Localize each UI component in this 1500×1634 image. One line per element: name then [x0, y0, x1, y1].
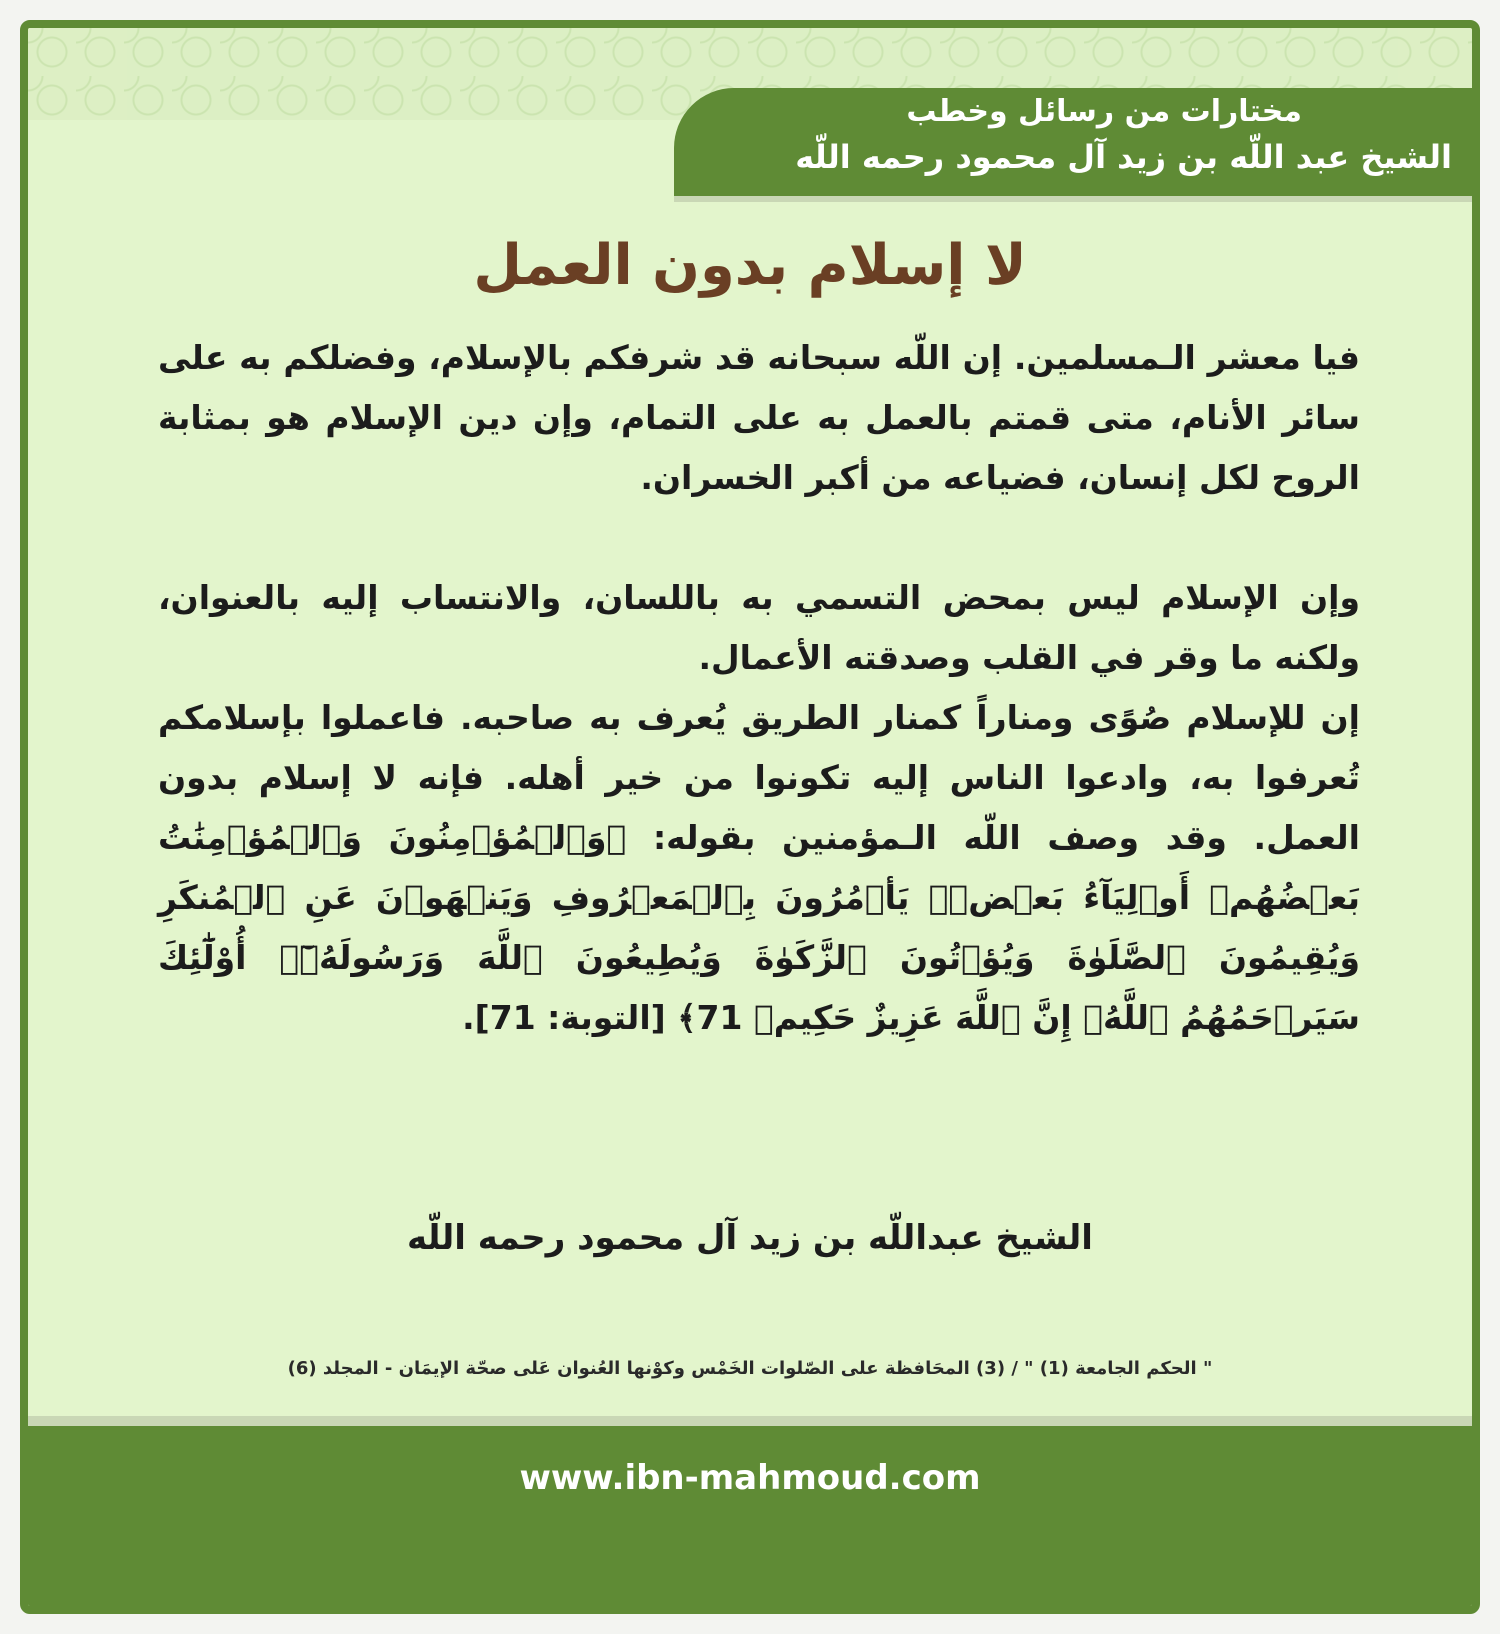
- paragraph-2: وإن الإسلام ليس بمحض التسمي به باللسان، والانتساب إليه بالعنوان، ولكنه ما وقر في القلب وصدقته الأعمال.: [158, 578, 1360, 677]
- signature: الشيخ عبداللّه بن زيد آل محمود رحمه اللّه: [407, 1218, 1093, 1258]
- article-card: [20, 20, 1480, 1614]
- footer-bar: [28, 1426, 1472, 1606]
- header-shadow: [674, 196, 1472, 202]
- article-body: [158, 328, 1360, 1048]
- author-name-header: الشيخ عبد اللّه بن زيد آل محمود رحمه اللّه: [795, 138, 1452, 176]
- website-link[interactable]: www.ibn-mahmoud.com: [519, 1458, 981, 1498]
- source-footnote: " الحكم الجامعة (1) " / (3) المحَافظة على الصّلوات الخَمْس وكوْنها العُنوان عَلى صحّة الإيمَان - المجلد (6): [287, 1358, 1213, 1379]
- paragraph-gap: [158, 508, 1360, 568]
- footer-shadow: [28, 1416, 1472, 1426]
- paragraph-1: فيا معشر الـمسلمين. إن اللّه سبحانه قد شرفكم بالإسلام، وفضلكم به على سائر الأنام، متى قمتم بالعمل به على التمام، وإن دين الإسلام هو بمثابة الروح لكل إنسان، فضياعه من أكبر الخسران.: [158, 338, 1360, 497]
- paragraph-3: إن للإسلام صُوًى ومناراً كمنار الطريق يُعرف به صاحبه. فاعملوا بإسلامكم تُعرفوا به، وادعوا الناس إليه تكونوا من خير أهله. فإنه لا إسلام بدون العمل. وقد وصف اللّه الـمؤمنين بقوله: ﴿وَٱلۡمُؤۡمِنُونَ وَٱلۡمُؤۡمِنَٰتُ بَعۡضُهُمۡ أَوۡلِيَآءُ بَعۡضٖۚ يَأۡمُرُونَ بِٱلۡمَعۡرُوفِ وَيَنۡهَوۡنَ عَنِ ٱلۡمُنكَرِ وَيُقِيمُونَ ٱلصَّلَوٰةَ وَيُؤۡتُونَ ٱلزَّكَوٰةَ وَيُطِيعُونَ ٱللَّهَ وَرَسُولَهُۥٓۚ أُوْلَٰٓئِكَ سَيَرۡحَمُهُمُ ٱللَّهُۗ إِنَّ ٱللَّهَ عَزِيزٌ حَكِيمٞ 71﴾ [التوبة: 71].: [158, 698, 1360, 1037]
- series-header: [674, 88, 1472, 196]
- series-title: مختارات من رسائل وخطب: [906, 94, 1302, 129]
- article-title: لا إسلام بدون العمل: [473, 233, 1027, 298]
